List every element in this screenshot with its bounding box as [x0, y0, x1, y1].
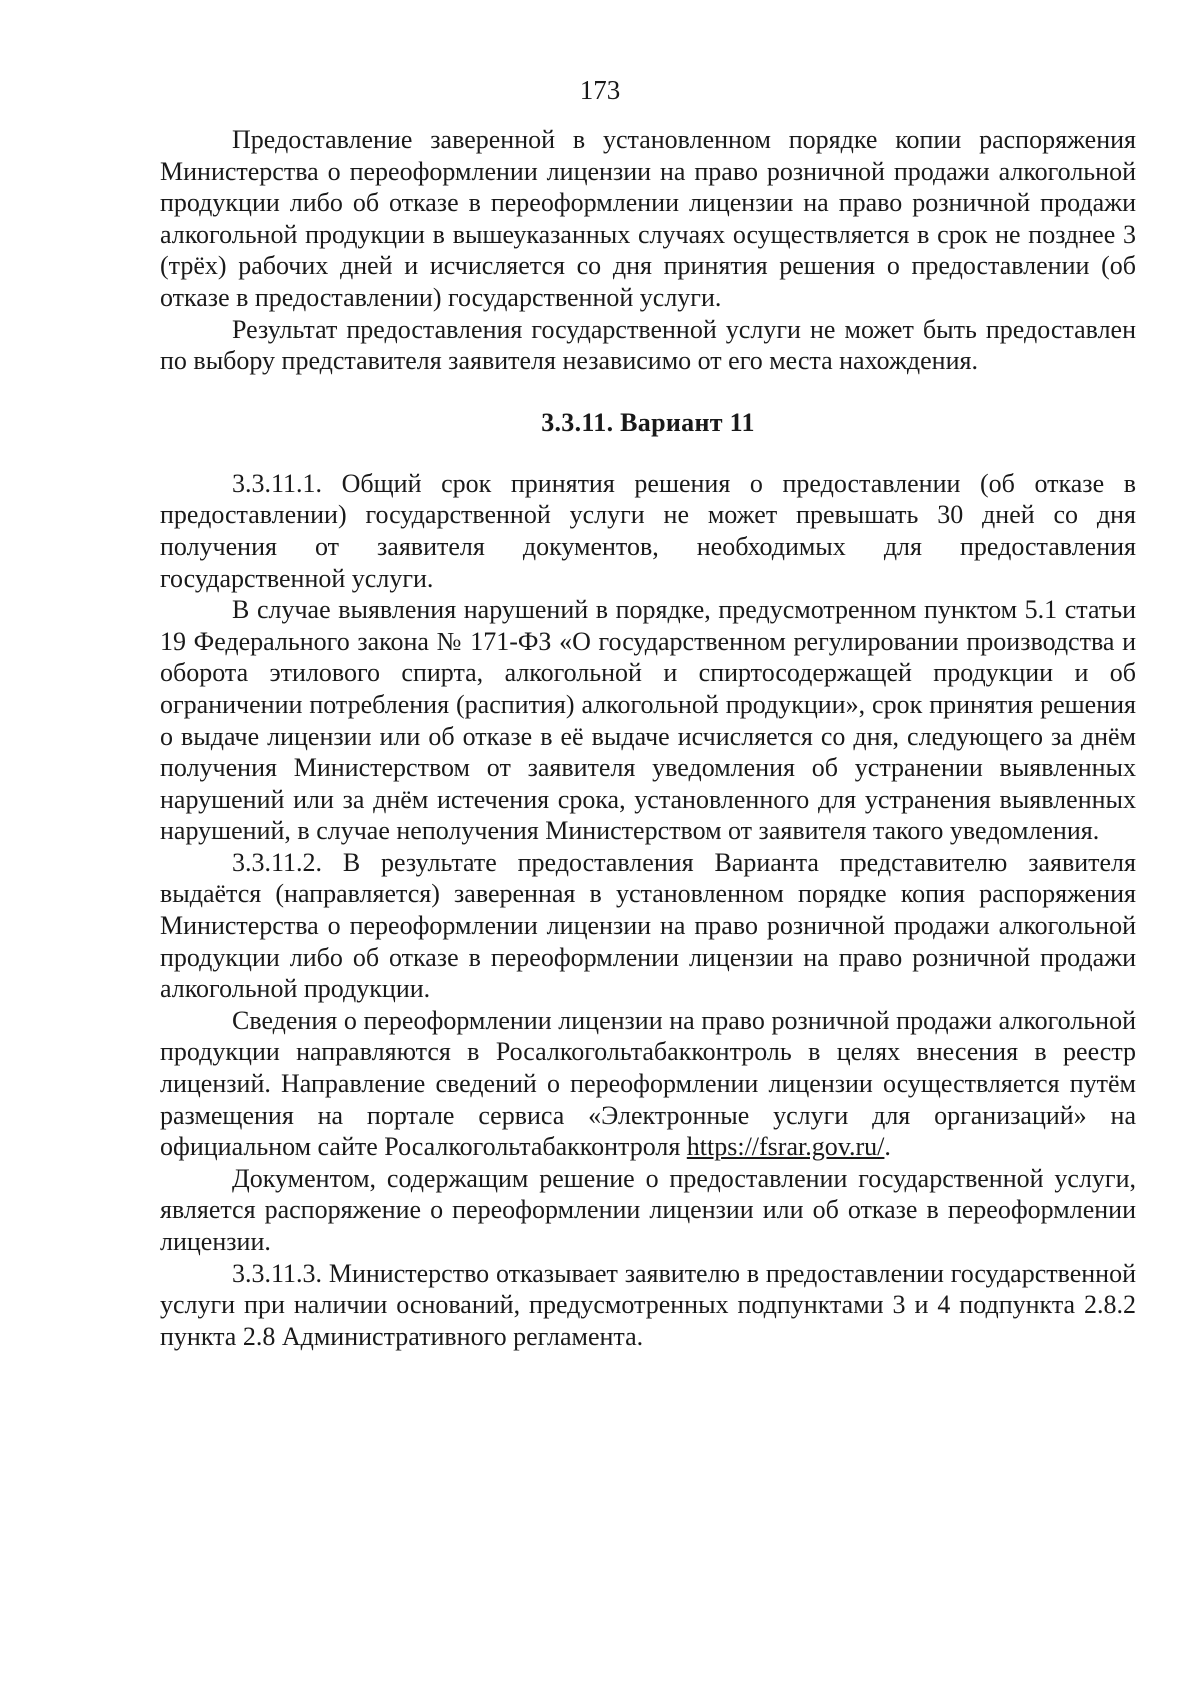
document-body: [160, 124, 1136, 1352]
paragraph-certified-copy-deadline: Предоставление заверенной в установленном порядке копии распоряжения Министерства о переоформлении лицензии на право розничной продажи алкогольной продукции либо об отказе в переоформлении лицензии на право розничной продажи алкогольной продукции в вышеуказанных случаях осуществляется в срок не позднее 3 (трёх) рабочих дней и исчисляется со дня принятия решения о предоставлении (об отказе в предоставлении) государственной услуги.: [160, 125, 1136, 312]
paragraph-3-3-11-2: 3.3.11.2. В результате предоставления Варианта представителю заявителя выдаётся (направляется) заверенная в установленном порядке копия распоряжения Министерства о переоформлении лицензии на право розничной продажи алкогольной продукции либо об отказе в переоформлении лицензии на право розничной продажи алкогольной продукции.: [160, 847, 1136, 1004]
section-heading: 3.3.11. Вариант 11: [541, 407, 755, 437]
page-number: 173: [579, 75, 621, 105]
paragraph-3-3-11-3: 3.3.11.3. Министерство отказывает заявителю в предоставлении государственной услуги при наличии оснований, предусмотренных подпунктами 3 и 4 подпункта 2.8.2 пункта 2.8 Административного регламента.: [160, 1258, 1136, 1351]
paragraph-violations-deadline: В случае выявления нарушений в порядке, предусмотренном пунктом 5.1 статьи 19 Федерального закона № 171-ФЗ «О государственном регулировании производства и оборота этилового спирта, алкогольной и спиртосодержащей продукции и об ограничении потребления (распития) алкогольной продукции», срок принятия решения о выдаче лицензии или об отказе в её выдаче исчисляется со дня, следующего за днём получения Министерством от заявителя уведомления об устранении выявленных нарушений или за днём истечения срока, установленного для устранения выявленных нарушений, в случае неполучения Министерством от заявителя такого уведомления.: [160, 595, 1136, 846]
paragraph-registry-information: [160, 1005, 1136, 1163]
fsrar-link[interactable]: https://fsrar.gov.ru/: [686, 1132, 885, 1162]
registry-text-end: .: [884, 1132, 891, 1162]
paragraph-3-3-11-1: 3.3.11.1. Общий срок принятия решения о предоставлении (об отказе в предоставлении) государственной услуги не может превышать 30 дней со дня получения от заявителя документов, необходимых для предоставления государственной услуги.: [160, 468, 1136, 593]
registry-text: Сведения о переоформлении лицензии на право розничной продажи алкогольной продукции направляются в Росалкогольтабакконтроль в целях внесения в реестр лицензий. Направление сведений о переоформлении лицензии осуществляется путём размещения на портале сервиса «Электронные услуги для организаций» на официальном сайте Росалкогольтабакконтроля: [160, 1005, 1136, 1162]
paragraph-result-location: Результат предоставления государственной услуги не может быть предоставлен по выбору представителя заявителя независимо от его места нахождения.: [160, 314, 1136, 376]
paragraph-decision-document: Документом, содержащим решение о предоставлении государственной услуги, является распоряжение о переоформлении лицензии или об отказе в переоформлении лицензии.: [160, 1163, 1136, 1256]
